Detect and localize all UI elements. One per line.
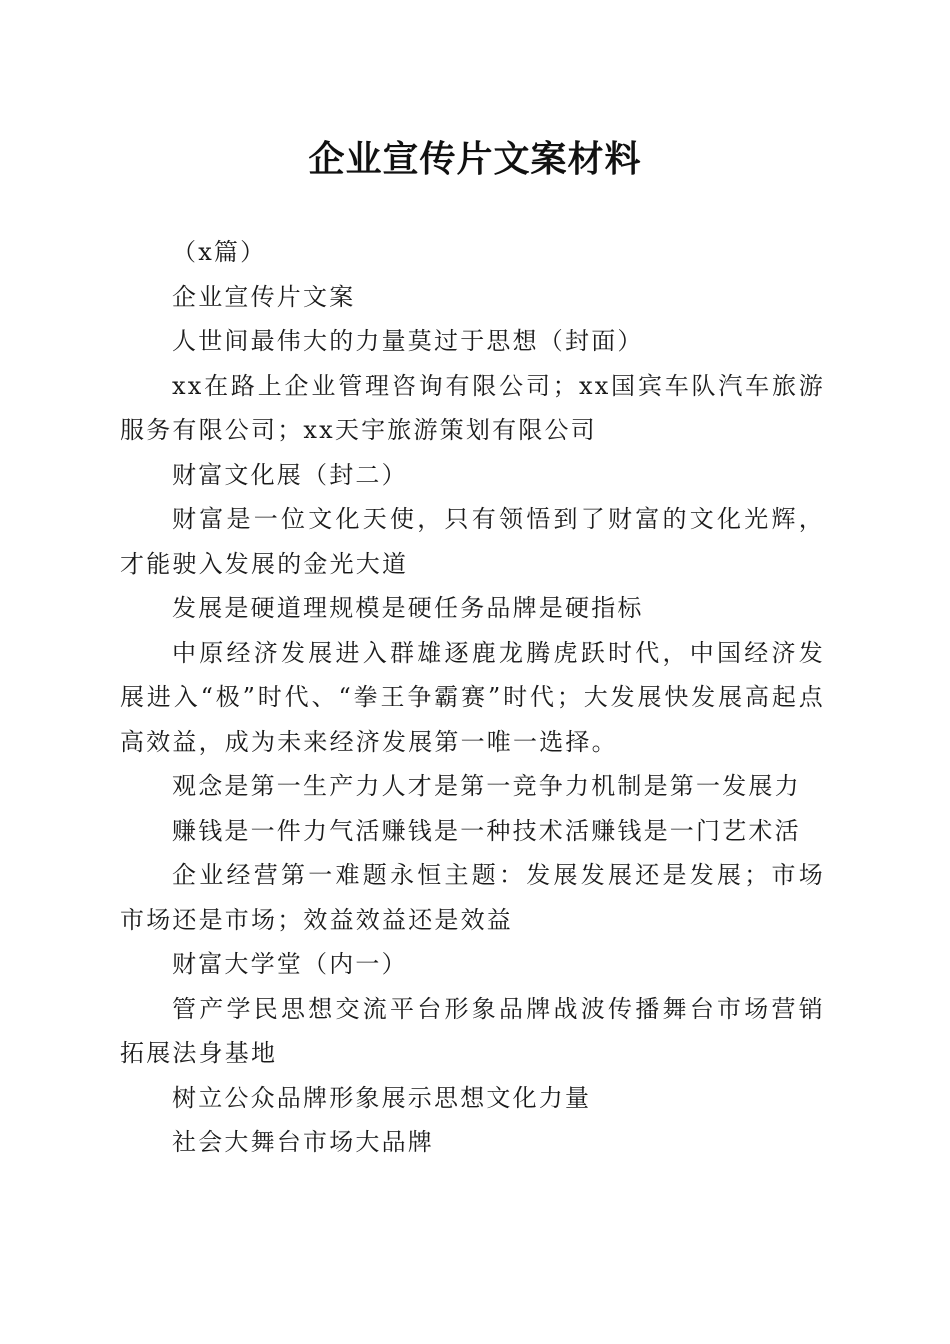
paragraph-section-heading: 财富文化展（封二） (172, 460, 408, 489)
paragraph-section-heading: 财富大学堂（内一） (172, 950, 408, 978)
paragraph-text: 发展是硬道理规模是硬任务品牌是硬指标 (172, 594, 644, 622)
paragraph-text: 企业经营第一难题永恒主题：发展发展还是发展；市场市场还是市场；效益效益还是效益 (120, 861, 825, 934)
paragraph-text: 赚钱是一件力气活赚钱是一种技术活赚钱是一门艺术活 (172, 816, 801, 845)
paragraph-text: 财富是一位文化天使，只有领悟到了财富的文化光辉，才能驶入发展的金光大道 (120, 505, 825, 578)
paragraph-count-note: （x篇） (172, 238, 267, 266)
paragraph-cover: 人世间最伟大的力量莫过于思想（封面） (172, 327, 644, 355)
paragraph-text: 社会大舞台市场大品牌 (172, 1128, 434, 1156)
document-title: 企业宣传片文案材料 (308, 138, 642, 180)
paragraph-companies: xx在路上企业管理咨询有限公司；xx国宾车队汽车旅游服务有限公司；xx天宇旅游策划有限公司 (120, 371, 825, 444)
paragraph-text: 管产学民思想交流平台形象品牌战波传播舞台市场营销拓展法身基地 (120, 994, 825, 1067)
document-body (120, 230, 825, 1165)
paragraph-text: 观念是第一生产力人才是第一竞争力机制是第一发展力 (172, 772, 801, 800)
paragraph-text: 中原经济发展进入群雄逐鹿龙腾虎跃时代，中国经济发展进入“极”时代、“拳王争霸赛”时代；大发展快发展高起点高效益，成为未来经济发展第一唯一选择。 (120, 638, 825, 756)
paragraph-heading: 企业宣传片文案 (172, 282, 356, 311)
paragraph-text: 树立公众品牌形象展示思想文化力量 (172, 1083, 592, 1112)
